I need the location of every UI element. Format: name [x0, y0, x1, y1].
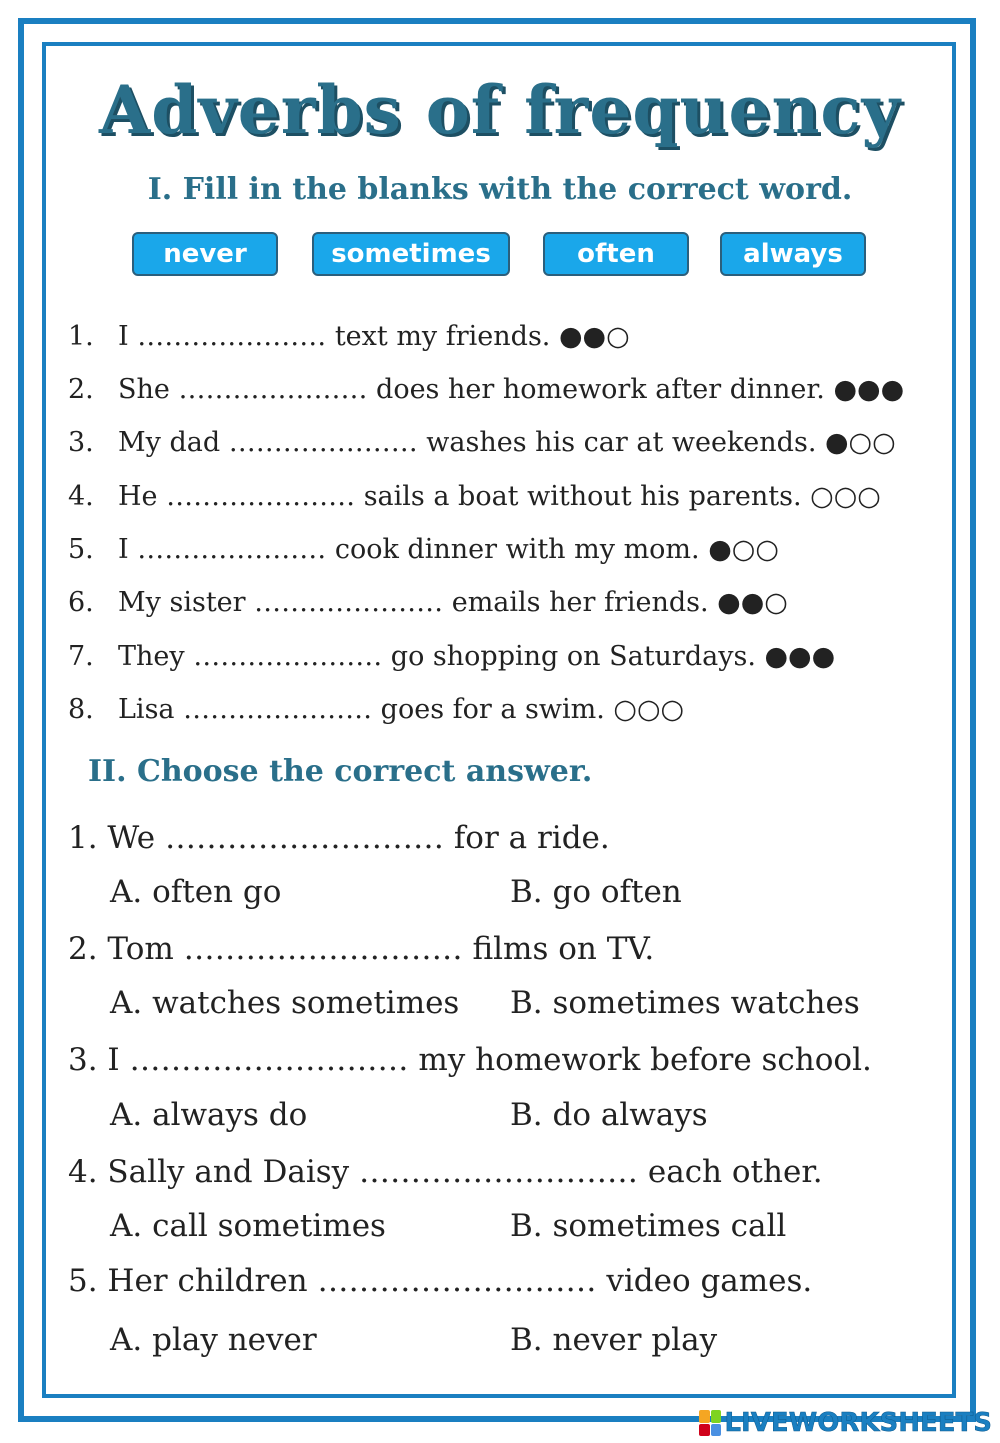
logo-letter-l [699, 1410, 710, 1423]
question-3: 3. I ……………………… my homework before school. [68, 1042, 872, 1078]
item-text: My sister ………………… emails her friends. ●●○ [118, 587, 788, 618]
section2-heading: II. Choose the correct answer. [88, 754, 593, 789]
question-1: 1. We ……………………… for a ride. [68, 820, 610, 856]
fill-item-6 [68, 585, 788, 621]
question-1-option-a: A. often go [110, 874, 282, 910]
item-number: 2. [68, 374, 94, 405]
logo-letter-e [711, 1424, 722, 1437]
question-1-option-b: B. go often [510, 874, 682, 910]
logo-text: LIVEWORKSHEETS [724, 1408, 992, 1438]
logo-icon [699, 1410, 721, 1436]
section1-heading: I. Fill in the blanks with the correct word. [147, 172, 853, 207]
word-always: always [720, 232, 866, 276]
item-number: 3. [68, 427, 94, 458]
fill-item-8 [68, 692, 684, 728]
item-text: I ………………… cook dinner with my mom. ●○○ [118, 534, 779, 565]
logo-letter-v [699, 1424, 710, 1437]
fill-item-4 [68, 479, 881, 515]
question-4-option-a: A. call sometimes [110, 1208, 386, 1244]
question-3-option-b: B. do always [510, 1097, 708, 1133]
question-2: 2. Tom ……………………… films on TV. [68, 931, 655, 967]
liveworksheets-logo [699, 1407, 992, 1439]
item-number: 8. [68, 694, 94, 725]
item-number: 1. [68, 321, 94, 352]
item-number: 6. [68, 587, 94, 618]
question-5-option-b: B. never play [510, 1322, 718, 1358]
fill-item-5 [68, 532, 779, 568]
word-never: never [132, 232, 278, 276]
question-4: 4. Sally and Daisy ……………………… each other. [68, 1154, 823, 1190]
question-2-option-a: A. watches sometimes [110, 985, 460, 1021]
item-text: I ………………… text my friends. ●●○ [118, 321, 630, 352]
item-text: He ………………… sails a boat without his parents. ○○○ [118, 481, 881, 512]
question-3-option-a: A. always do [110, 1097, 308, 1133]
fill-item-2 [68, 372, 904, 408]
question-5: 5. Her children ……………………… video games. [68, 1263, 813, 1299]
item-text: They ………………… go shopping on Saturdays. ●●● [118, 641, 836, 672]
word-sometimes: sometimes [312, 232, 510, 276]
item-number: 5. [68, 534, 94, 565]
question-4-option-b: B. sometimes call [510, 1208, 787, 1244]
item-text: She ………………… does her homework after dinner. ●●● [118, 374, 905, 405]
word-often: often [543, 232, 689, 276]
fill-item-7 [68, 639, 835, 675]
worksheet-title: Adverbs of frequency [99, 71, 901, 149]
item-number: 7. [68, 641, 94, 672]
logo-letter-i [711, 1410, 722, 1423]
item-text: My dad ………………… washes his car at weekends. ●○○ [118, 427, 896, 458]
fill-item-1 [68, 319, 630, 355]
question-5-option-a: A. play never [110, 1322, 317, 1358]
item-number: 4. [68, 481, 94, 512]
item-text: Lisa ………………… goes for a swim. ○○○ [118, 694, 685, 725]
question-2-option-b: B. sometimes watches [510, 985, 860, 1021]
fill-item-3 [68, 425, 896, 461]
